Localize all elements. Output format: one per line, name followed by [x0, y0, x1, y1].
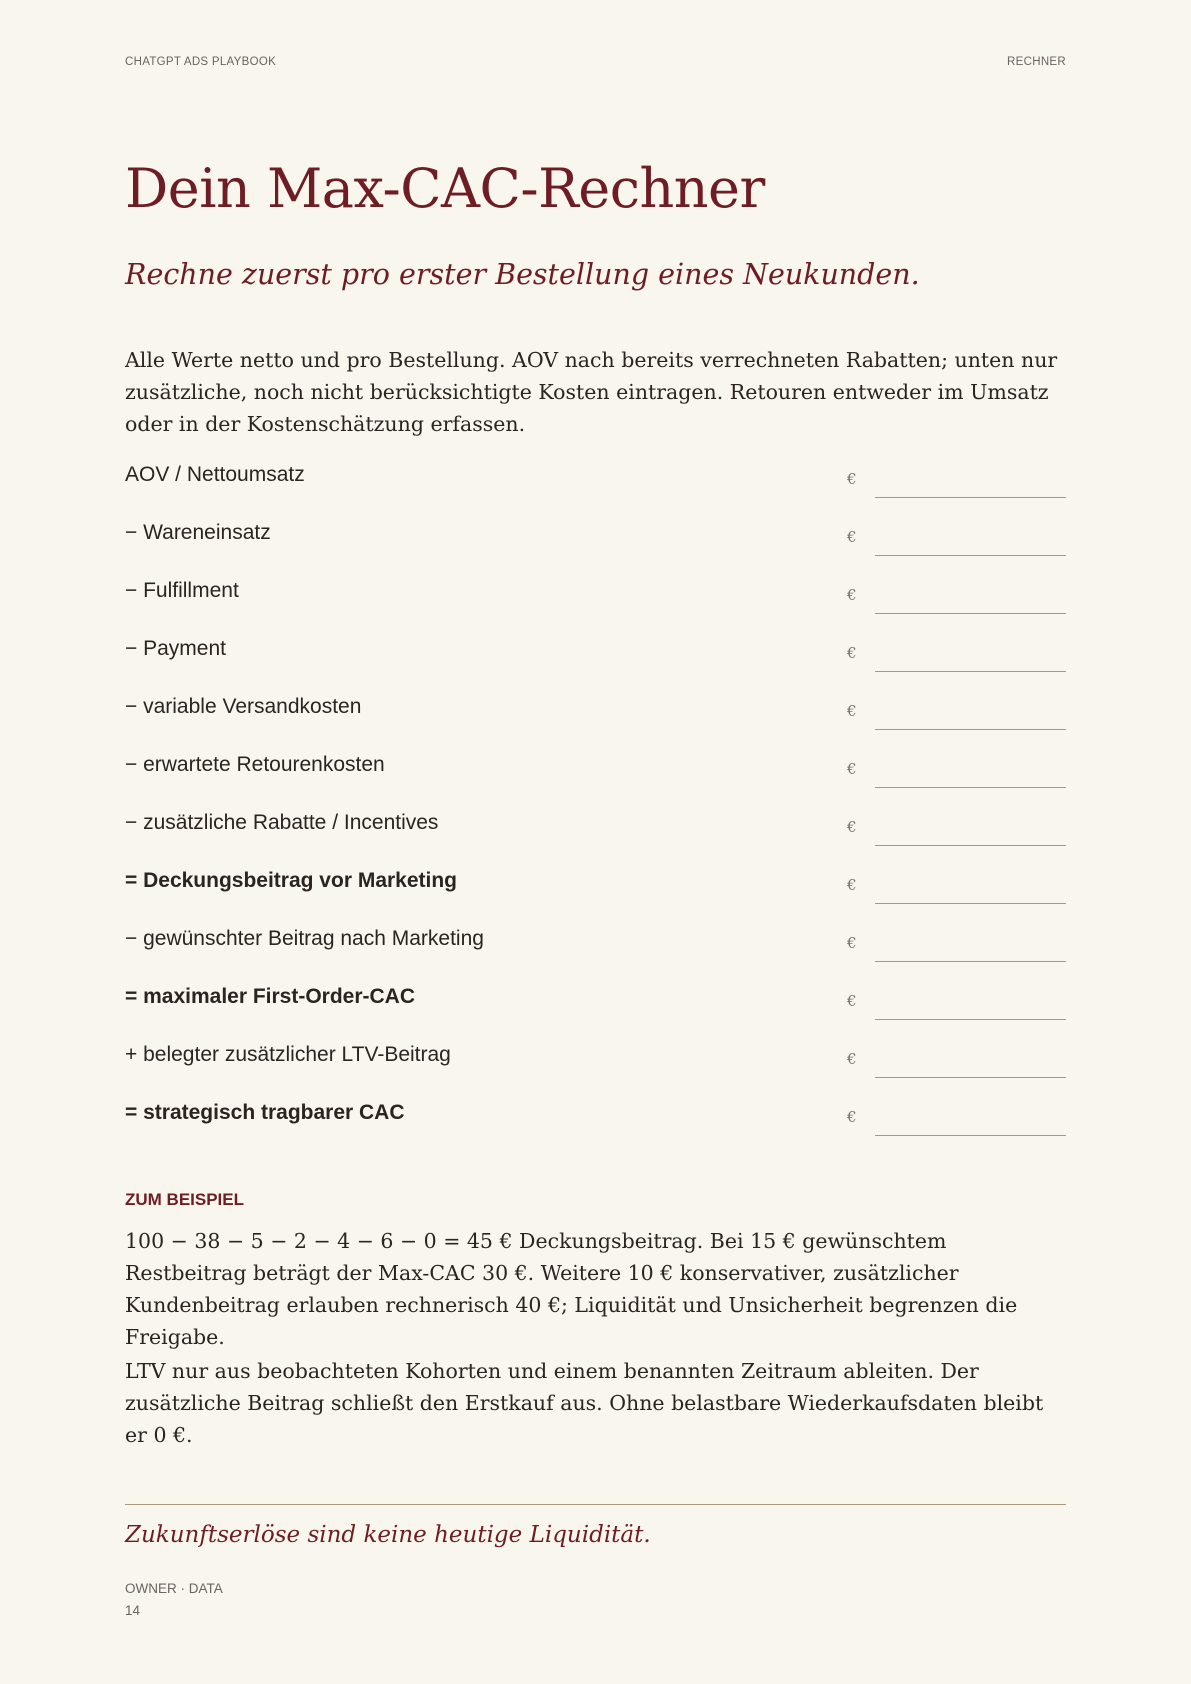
example-paragraph: 100 − 38 − 5 − 2 − 4 − 6 − 0 = 45 € Deckungsbeitrag. Bei 15 € gewünschtem Restbeitrag beträgt der Max-CAC 30 €. Weitere 10 € konservativer, zusätzlicher Kundenbeitrag erlauben rechnerisch 40 €; Liquidität und Unsicherheit begrenzen die Freigabe.	[125, 1229, 1018, 1349]
row-label: = maximaler First-Order-CAC	[125, 985, 416, 1008]
row-label: + belegter zusätzlicher LTV-Beitrag	[125, 1043, 451, 1066]
ltv-beitrag-input[interactable]	[875, 1038, 1066, 1078]
row-label: − Wareneinsatz	[125, 521, 271, 544]
calc-row-deckungsbeitrag	[125, 864, 1066, 922]
row-label: = strategisch tragbarer CAC	[125, 1101, 405, 1124]
rabatte-input[interactable]	[875, 806, 1066, 846]
retourenkosten-input[interactable]	[875, 748, 1066, 788]
ltv-note-paragraph: LTV nur aus beobachteten Kohorten und einem benannten Zeitraum ableiten. Der zusätzliche Beitrag schließt den Erstkauf aus. Ohne belastbare Wiederkaufsdaten bleibt er 0 €.	[125, 1359, 1044, 1447]
footer-quote: Zukunftserlöse sind keine heutige Liquidität.	[125, 1522, 651, 1548]
row-label: − zusätzliche Rabatte / Incentives	[125, 811, 439, 834]
footer-section-label: OWNER · DATA	[125, 1581, 223, 1596]
euro-sign: €	[847, 528, 857, 546]
calculator-rows	[125, 458, 1066, 1154]
strategischer-cac-input[interactable]	[875, 1096, 1066, 1136]
max-cac-input[interactable]	[875, 980, 1066, 1020]
euro-sign: €	[847, 992, 857, 1010]
euro-sign: €	[847, 760, 857, 778]
euro-sign: €	[847, 644, 857, 662]
calc-row-versandkosten	[125, 690, 1066, 748]
calc-row-gewuenschter-beitrag	[125, 922, 1066, 980]
calc-row-aov	[125, 458, 1066, 516]
footer-meta	[125, 1578, 223, 1622]
calc-row-max-cac	[125, 980, 1066, 1038]
calc-row-strategischer-cac	[125, 1096, 1066, 1154]
example-heading: ZUM BEISPIEL	[125, 1190, 245, 1209]
deckungsbeitrag-input[interactable]	[875, 864, 1066, 904]
payment-input[interactable]	[875, 632, 1066, 672]
calc-row-retourenkosten	[125, 748, 1066, 806]
running-head-right: RECHNER	[1007, 56, 1066, 68]
row-label: − gewünschter Beitrag nach Marketing	[125, 927, 484, 950]
row-label: − erwartete Retourenkosten	[125, 753, 385, 776]
footer-divider	[125, 1504, 1066, 1505]
row-label: = Deckungsbeitrag vor Marketing	[125, 869, 458, 892]
euro-sign: €	[847, 1108, 857, 1126]
calc-row-payment	[125, 632, 1066, 690]
euro-sign: €	[847, 586, 857, 604]
page-title: Dein Max-CAC-Rechner	[125, 157, 765, 220]
euro-sign: €	[847, 818, 857, 836]
intro-paragraph: Alle Werte netto und pro Bestellung. AOV nach bereits verrechneten Rabatten; unten nur zusätzliche, noch nicht berücksichtigte Kosten eintragen. Retouren entweder im Umsatz oder in der Kostenschätzung erfassen.	[125, 348, 1058, 436]
euro-sign: €	[847, 934, 857, 952]
page	[125, 0, 1066, 1684]
row-label: − Fulfillment	[125, 579, 239, 602]
calc-row-fulfillment	[125, 574, 1066, 632]
running-head	[125, 56, 1066, 68]
versandkosten-input[interactable]	[875, 690, 1066, 730]
running-head-left: CHATGPT ADS PLAYBOOK	[125, 56, 277, 68]
euro-sign: €	[847, 470, 857, 488]
calc-row-ltv-beitrag	[125, 1038, 1066, 1096]
row-label: − Payment	[125, 637, 226, 660]
page-subtitle: Rechne zuerst pro erster Bestellung eines Neukunden.	[125, 258, 920, 291]
gewuenschter-beitrag-input[interactable]	[875, 922, 1066, 962]
page-number: 14	[125, 1603, 141, 1618]
row-label: AOV / Nettoumsatz	[125, 463, 305, 486]
calc-row-wareneinsatz	[125, 516, 1066, 574]
fulfillment-input[interactable]	[875, 574, 1066, 614]
aov-input[interactable]	[875, 458, 1066, 498]
euro-sign: €	[847, 876, 857, 894]
wareneinsatz-input[interactable]	[875, 516, 1066, 556]
calc-row-rabatte	[125, 806, 1066, 864]
euro-sign: €	[847, 702, 857, 720]
euro-sign: €	[847, 1050, 857, 1068]
row-label: − variable Versandkosten	[125, 695, 362, 718]
